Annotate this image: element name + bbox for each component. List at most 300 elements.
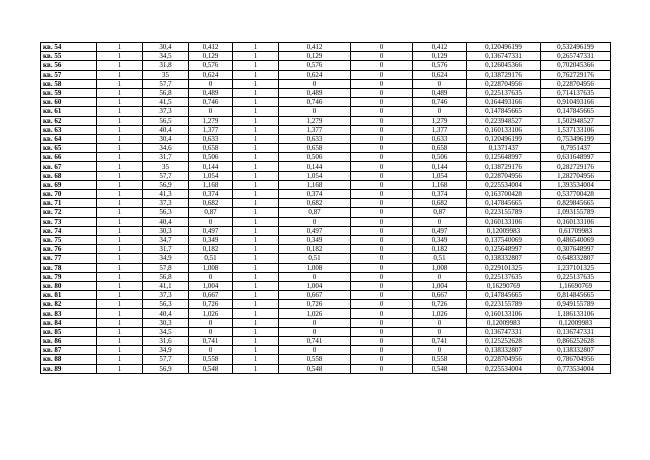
cell-total: 0,631648997: [541, 153, 611, 162]
cell-factor: 1: [233, 300, 279, 309]
cell-zero: 0: [351, 291, 413, 300]
cell-value-b: 1,008: [279, 263, 351, 272]
cell-share: 0,12009983: [467, 318, 541, 327]
cell-share: 0,12009983: [467, 226, 541, 235]
cell-value-b: 1,377: [279, 125, 351, 134]
cell-share: 0,125648997: [467, 245, 541, 254]
cell-total: 0,228704956: [541, 79, 611, 88]
cell-value-a: 1,279: [189, 116, 233, 125]
cell-value-a: 0,51: [189, 254, 233, 263]
cell-zero: 0: [351, 153, 413, 162]
table-row: [41, 171, 611, 180]
cell-value-b: 0,129: [279, 52, 351, 61]
cell-area: 30,3: [143, 318, 189, 327]
cell-value-c: 0,658: [413, 144, 467, 153]
cell-area: 31,7: [143, 245, 189, 254]
cell-total: 1,393534004: [541, 180, 611, 189]
cell-value-a: 0,558: [189, 355, 233, 364]
cell-count: 1: [97, 318, 143, 327]
cell-apartment: кв. 75: [41, 235, 97, 244]
cell-share: 0,147845665: [467, 199, 541, 208]
cell-count: 1: [97, 364, 143, 373]
cell-share: 0,223155789: [467, 300, 541, 309]
cell-count: 1: [97, 134, 143, 143]
cell-value-b: 0,506: [279, 153, 351, 162]
cell-value-a: 0,667: [189, 291, 233, 300]
cell-value-b: 0,87: [279, 208, 351, 217]
cell-value-b: 0,558: [279, 355, 351, 364]
cell-apartment: кв. 68: [41, 171, 97, 180]
cell-value-b: 0: [279, 79, 351, 88]
cell-value-c: 0,349: [413, 235, 467, 244]
cell-area: 30,4: [143, 43, 189, 52]
cell-value-a: 0: [189, 318, 233, 327]
cell-factor: 1: [233, 199, 279, 208]
cell-share: 0,228704956: [467, 171, 541, 180]
cell-count: 1: [97, 355, 143, 364]
cell-count: 1: [97, 327, 143, 336]
cell-value-c: 0: [413, 107, 467, 116]
table-row: [41, 300, 611, 309]
cell-value-b: 0: [279, 272, 351, 281]
cell-value-b: 0: [279, 107, 351, 116]
cell-value-b: 0,633: [279, 134, 351, 143]
cell-apartment: кв. 89: [41, 364, 97, 373]
cell-value-c: 0,87: [413, 208, 467, 217]
cell-value-a: 0: [189, 327, 233, 336]
cell-value-a: 0,412: [189, 43, 233, 52]
cell-value-a: 1,054: [189, 171, 233, 180]
table-row: [41, 235, 611, 244]
cell-apartment: кв. 64: [41, 134, 97, 143]
table-row: [41, 52, 611, 61]
cell-value-c: 1,377: [413, 125, 467, 134]
cell-area: 41,3: [143, 190, 189, 199]
cell-count: 1: [97, 281, 143, 290]
cell-value-c: 0: [413, 346, 467, 355]
cell-value-a: 0: [189, 217, 233, 226]
cell-zero: 0: [351, 254, 413, 263]
cell-total: 0,648332807: [541, 254, 611, 263]
cell-count: 1: [97, 98, 143, 107]
cell-value-a: 0: [189, 346, 233, 355]
cell-count: 1: [97, 300, 143, 309]
cell-share: 0,120496199: [467, 134, 541, 143]
cell-value-b: 0,412: [279, 43, 351, 52]
cell-share: 0,163700428: [467, 190, 541, 199]
cell-value-c: 0,576: [413, 61, 467, 70]
cell-share: 0,225137635: [467, 272, 541, 281]
cell-factor: 1: [233, 180, 279, 189]
cell-total: 0,949155789: [541, 300, 611, 309]
cell-value-c: 0,558: [413, 355, 467, 364]
cell-value-c: 0,746: [413, 98, 467, 107]
cell-count: 1: [97, 180, 143, 189]
cell-factor: 1: [233, 217, 279, 226]
cell-value-c: 0: [413, 217, 467, 226]
cell-factor: 1: [233, 79, 279, 88]
cell-total: 0,12009983: [541, 318, 611, 327]
data-table: [40, 42, 611, 374]
cell-factor: 1: [233, 43, 279, 52]
cell-factor: 1: [233, 346, 279, 355]
table-row: [41, 364, 611, 373]
cell-zero: 0: [351, 327, 413, 336]
table-row: [41, 134, 611, 143]
cell-total: 0,753496199: [541, 134, 611, 143]
cell-factor: 1: [233, 364, 279, 373]
cell-zero: 0: [351, 180, 413, 189]
cell-count: 1: [97, 337, 143, 346]
cell-factor: 1: [233, 263, 279, 272]
cell-apartment: кв. 63: [41, 125, 97, 134]
cell-total: 1,16690769: [541, 281, 611, 290]
cell-zero: 0: [351, 70, 413, 79]
cell-count: 1: [97, 291, 143, 300]
cell-value-b: 0,51: [279, 254, 351, 263]
cell-value-a: 0,726: [189, 300, 233, 309]
cell-total: 0,160133106: [541, 217, 611, 226]
cell-area: 35: [143, 70, 189, 79]
cell-factor: 1: [233, 272, 279, 281]
cell-count: 1: [97, 61, 143, 70]
cell-value-b: 1,004: [279, 281, 351, 290]
cell-value-c: 0,129: [413, 52, 467, 61]
cell-zero: 0: [351, 98, 413, 107]
table-row: [41, 144, 611, 153]
cell-zero: 0: [351, 245, 413, 254]
cell-apartment: кв. 72: [41, 208, 97, 217]
cell-value-a: 0,624: [189, 70, 233, 79]
cell-count: 1: [97, 245, 143, 254]
cell-total: 0,486540069: [541, 235, 611, 244]
cell-value-a: 1,377: [189, 125, 233, 134]
cell-count: 1: [97, 190, 143, 199]
table-row: [41, 254, 611, 263]
cell-value-c: 0,548: [413, 364, 467, 373]
cell-value-a: 0,633: [189, 134, 233, 143]
cell-factor: 1: [233, 134, 279, 143]
cell-value-b: 0,726: [279, 300, 351, 309]
table-row: [41, 318, 611, 327]
cell-zero: 0: [351, 43, 413, 52]
cell-share: 0,136747331: [467, 52, 541, 61]
table-row: [41, 43, 611, 52]
cell-area: 34,5: [143, 52, 189, 61]
cell-count: 1: [97, 43, 143, 52]
cell-value-c: 0,489: [413, 88, 467, 97]
table-row: [41, 79, 611, 88]
cell-share: 0,138729176: [467, 162, 541, 171]
cell-share: 0,223155789: [467, 208, 541, 217]
cell-zero: 0: [351, 355, 413, 364]
cell-share: 0,223948527: [467, 116, 541, 125]
cell-zero: 0: [351, 300, 413, 309]
cell-value-a: 0,658: [189, 144, 233, 153]
cell-value-a: 0: [189, 272, 233, 281]
cell-total: 0,138332807: [541, 346, 611, 355]
cell-area: 56,3: [143, 300, 189, 309]
cell-share: 0,160133106: [467, 309, 541, 318]
cell-count: 1: [97, 254, 143, 263]
cell-zero: 0: [351, 171, 413, 180]
cell-factor: 1: [233, 309, 279, 318]
table-row: [41, 70, 611, 79]
cell-factor: 1: [233, 153, 279, 162]
cell-zero: 0: [351, 107, 413, 116]
cell-zero: 0: [351, 364, 413, 373]
cell-area: 41,1: [143, 281, 189, 290]
cell-zero: 0: [351, 162, 413, 171]
cell-share: 0,138332807: [467, 346, 541, 355]
cell-zero: 0: [351, 199, 413, 208]
cell-area: 57,8: [143, 263, 189, 272]
cell-value-b: 0,741: [279, 337, 351, 346]
cell-total: 1,282704956: [541, 171, 611, 180]
cell-factor: 1: [233, 208, 279, 217]
table-row: [41, 346, 611, 355]
cell-count: 1: [97, 263, 143, 272]
cell-total: 0,866252628: [541, 337, 611, 346]
cell-value-c: 1,004: [413, 281, 467, 290]
cell-factor: 1: [233, 327, 279, 336]
cell-total: 0,282729176: [541, 162, 611, 171]
table-row: [41, 88, 611, 97]
cell-value-a: 0,576: [189, 61, 233, 70]
cell-apartment: кв. 55: [41, 52, 97, 61]
cell-zero: 0: [351, 52, 413, 61]
cell-share: 0,228704956: [467, 79, 541, 88]
cell-value-b: 1,279: [279, 116, 351, 125]
table-row: [41, 226, 611, 235]
cell-area: 56,9: [143, 364, 189, 373]
cell-count: 1: [97, 171, 143, 180]
cell-apartment: кв. 67: [41, 162, 97, 171]
cell-value-b: 1,026: [279, 309, 351, 318]
table-row: [41, 199, 611, 208]
cell-total: 0,307648997: [541, 245, 611, 254]
cell-value-c: 0,741: [413, 337, 467, 346]
cell-total: 0,265747331: [541, 52, 611, 61]
cell-factor: 1: [233, 291, 279, 300]
cell-apartment: кв. 71: [41, 199, 97, 208]
cell-total: 0,786704956: [541, 355, 611, 364]
cell-value-a: 0,741: [189, 337, 233, 346]
cell-zero: 0: [351, 116, 413, 125]
cell-value-b: 0: [279, 346, 351, 355]
cell-count: 1: [97, 272, 143, 281]
cell-total: 0,225137635: [541, 272, 611, 281]
cell-count: 1: [97, 144, 143, 153]
cell-apartment: кв. 88: [41, 355, 97, 364]
cell-value-b: 0,489: [279, 88, 351, 97]
cell-value-a: 0,349: [189, 235, 233, 244]
cell-share: 0,160133106: [467, 217, 541, 226]
cell-factor: 1: [233, 52, 279, 61]
cell-value-b: 0,667: [279, 291, 351, 300]
cell-apartment: кв. 73: [41, 217, 97, 226]
cell-apartment: кв. 87: [41, 346, 97, 355]
cell-area: 37,3: [143, 199, 189, 208]
cell-apartment: кв. 81: [41, 291, 97, 300]
cell-area: 56,8: [143, 88, 189, 97]
cell-total: 0,61709983: [541, 226, 611, 235]
cell-apartment: кв. 74: [41, 226, 97, 235]
cell-share: 0,147845665: [467, 291, 541, 300]
cell-area: 57,7: [143, 79, 189, 88]
cell-value-c: 0,682: [413, 199, 467, 208]
cell-area: 31,7: [143, 153, 189, 162]
cell-total: 0,702045366: [541, 61, 611, 70]
cell-apartment: кв. 58: [41, 79, 97, 88]
cell-zero: 0: [351, 61, 413, 70]
table-row: [41, 125, 611, 134]
cell-total: 0,829845665: [541, 199, 611, 208]
cell-value-a: 0,548: [189, 364, 233, 373]
cell-area: 56,3: [143, 208, 189, 217]
cell-count: 1: [97, 52, 143, 61]
cell-zero: 0: [351, 309, 413, 318]
cell-value-c: 0,51: [413, 254, 467, 263]
cell-share: 0,229101325: [467, 263, 541, 272]
cell-zero: 0: [351, 272, 413, 281]
cell-value-a: 0,746: [189, 98, 233, 107]
cell-count: 1: [97, 116, 143, 125]
cell-area: 34,6: [143, 144, 189, 153]
cell-apartment: кв. 57: [41, 70, 97, 79]
cell-apartment: кв. 76: [41, 245, 97, 254]
cell-value-a: 1,026: [189, 309, 233, 318]
cell-value-a: 0,497: [189, 226, 233, 235]
cell-value-b: 0,349: [279, 235, 351, 244]
cell-apartment: кв. 78: [41, 263, 97, 272]
cell-count: 1: [97, 88, 143, 97]
cell-area: 56,9: [143, 180, 189, 189]
cell-zero: 0: [351, 318, 413, 327]
cell-area: 41,5: [143, 98, 189, 107]
cell-value-c: 0,667: [413, 291, 467, 300]
cell-count: 1: [97, 346, 143, 355]
cell-zero: 0: [351, 346, 413, 355]
cell-factor: 1: [233, 190, 279, 199]
table-row: [41, 162, 611, 171]
cell-total: 1,186133106: [541, 309, 611, 318]
cell-total: 0,910493166: [541, 98, 611, 107]
table-row: [41, 116, 611, 125]
cell-share: 0,137540069: [467, 235, 541, 244]
cell-value-c: 1,054: [413, 171, 467, 180]
cell-value-c: 0,633: [413, 134, 467, 143]
cell-share: 0,160133106: [467, 125, 541, 134]
cell-area: 40,4: [143, 309, 189, 318]
cell-zero: 0: [351, 281, 413, 290]
cell-apartment: кв. 62: [41, 116, 97, 125]
cell-total: 1,502948527: [541, 116, 611, 125]
table-row: [41, 245, 611, 254]
cell-apartment: кв. 77: [41, 254, 97, 263]
cell-area: 34,9: [143, 254, 189, 263]
cell-total: 0,773534004: [541, 364, 611, 373]
cell-area: 40,4: [143, 125, 189, 134]
cell-factor: 1: [233, 318, 279, 327]
cell-area: 31,8: [143, 61, 189, 70]
cell-count: 1: [97, 208, 143, 217]
cell-count: 1: [97, 235, 143, 244]
cell-factor: 1: [233, 162, 279, 171]
cell-share: 0,126045366: [467, 61, 541, 70]
cell-zero: 0: [351, 125, 413, 134]
table-row: [41, 355, 611, 364]
cell-value-a: 0,87: [189, 208, 233, 217]
cell-area: 31,6: [143, 337, 189, 346]
cell-area: 34,5: [143, 327, 189, 336]
cell-count: 1: [97, 217, 143, 226]
cell-zero: 0: [351, 88, 413, 97]
cell-apartment: кв. 85: [41, 327, 97, 336]
cell-factor: 1: [233, 107, 279, 116]
table-row: [41, 208, 611, 217]
cell-count: 1: [97, 107, 143, 116]
cell-value-c: 0: [413, 327, 467, 336]
cell-total: 1,237101325: [541, 263, 611, 272]
table-row: [41, 263, 611, 272]
cell-value-a: 0: [189, 79, 233, 88]
cell-value-a: 0,506: [189, 153, 233, 162]
cell-factor: 1: [233, 281, 279, 290]
cell-value-c: 0,506: [413, 153, 467, 162]
cell-value-b: 0,182: [279, 245, 351, 254]
table-row: [41, 309, 611, 318]
cell-apartment: кв. 66: [41, 153, 97, 162]
cell-apartment: кв. 56: [41, 61, 97, 70]
cell-value-c: 1,026: [413, 309, 467, 318]
cell-value-c: 0,726: [413, 300, 467, 309]
cell-apartment: кв. 60: [41, 98, 97, 107]
cell-apartment: кв. 59: [41, 88, 97, 97]
cell-factor: 1: [233, 245, 279, 254]
cell-value-b: 0: [279, 327, 351, 336]
cell-share: 0,225534004: [467, 364, 541, 373]
cell-value-b: 0,658: [279, 144, 351, 153]
cell-total: 0,762729176: [541, 70, 611, 79]
cell-share: 0,225534004: [467, 180, 541, 189]
cell-value-c: 0: [413, 79, 467, 88]
table-row: [41, 337, 611, 346]
cell-value-b: 0,144: [279, 162, 351, 171]
cell-area: 34,7: [143, 235, 189, 244]
cell-factor: 1: [233, 254, 279, 263]
cell-share: 0,164493166: [467, 98, 541, 107]
cell-count: 1: [97, 199, 143, 208]
cell-factor: 1: [233, 116, 279, 125]
cell-area: 56,8: [143, 272, 189, 281]
cell-total: 0,147845665: [541, 107, 611, 116]
cell-total: 0,532496199: [541, 43, 611, 52]
cell-share: 0,138729176: [467, 70, 541, 79]
cell-value-a: 1,168: [189, 180, 233, 189]
cell-value-c: 0,497: [413, 226, 467, 235]
cell-apartment: кв. 54: [41, 43, 97, 52]
table-row: [41, 98, 611, 107]
cell-share: 0,125252628: [467, 337, 541, 346]
cell-apartment: кв. 82: [41, 300, 97, 309]
cell-factor: 1: [233, 171, 279, 180]
cell-total: 1,093155789: [541, 208, 611, 217]
cell-value-a: 0,129: [189, 52, 233, 61]
cell-share: 0,136747331: [467, 327, 541, 336]
cell-share: 0,16290769: [467, 281, 541, 290]
cell-value-b: 0,497: [279, 226, 351, 235]
